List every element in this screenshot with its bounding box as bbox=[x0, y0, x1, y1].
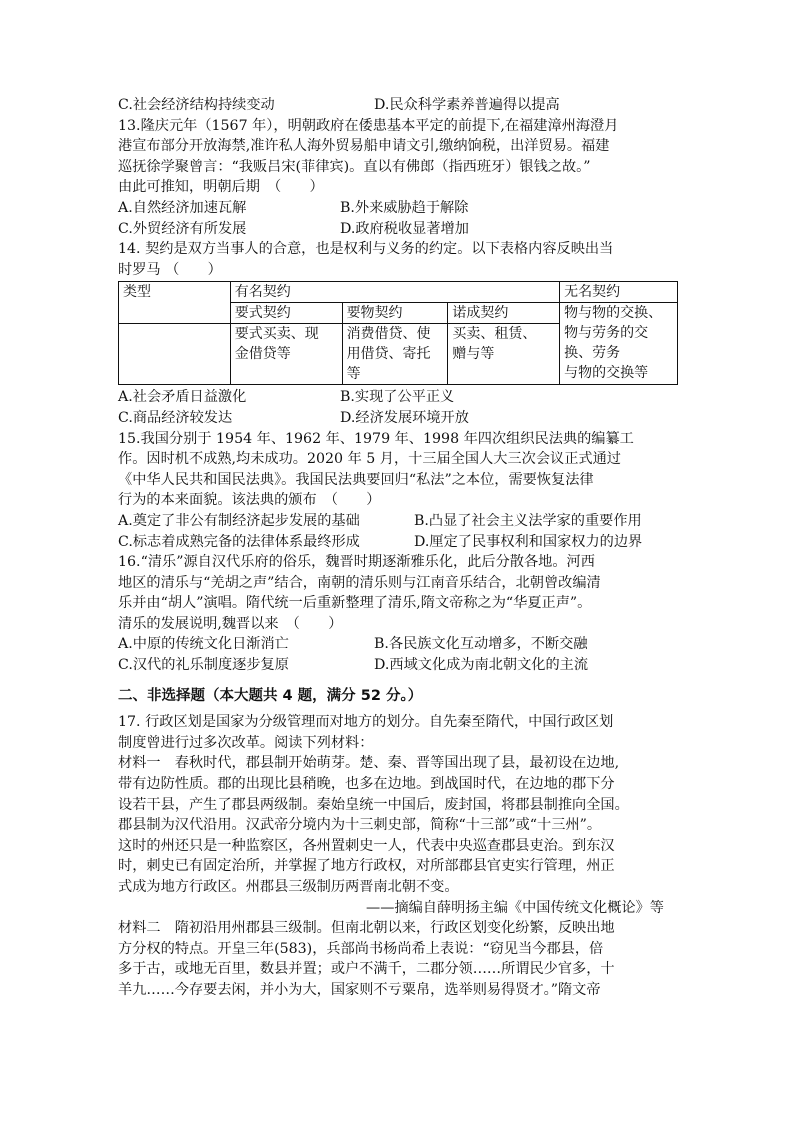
table-cell-line: 买卖、租赁、 bbox=[452, 326, 537, 343]
q14-option-b[interactable]: B.实现了公平正义 bbox=[340, 389, 455, 406]
table-cell-line: 金借贷等 bbox=[234, 346, 291, 363]
q14-option-d[interactable]: D.经济发展环境开放 bbox=[340, 409, 469, 426]
material-line: 式成为地方行政区。州郡县三级制历两晋南北朝不变。 bbox=[118, 879, 459, 895]
q16-options-row-2 bbox=[118, 655, 678, 676]
q15-stem-line: 《中华人民共和国民法典》。我国民法典要回归“私法”之本位，需要恢复法律 bbox=[118, 471, 594, 488]
material-line: 方分权的特点。开皇三年(583)，兵部尚书杨尚希上表说：“窃见当今郡县，倍 bbox=[118, 940, 604, 957]
exam-page bbox=[118, 95, 678, 1001]
table-cell-empty bbox=[119, 324, 231, 385]
q13-option-a[interactable]: A.自然经济加速瓦解 bbox=[118, 199, 247, 216]
table-cell-line: 等 bbox=[346, 366, 361, 383]
q14-options-row-2 bbox=[118, 408, 678, 429]
q15-options-row-2 bbox=[118, 532, 678, 553]
table-cell-line: 与物的交换等 bbox=[564, 365, 649, 382]
material-line: 郡县制为汉代沿用。汉武帝分境内为十三刺史部，简称“十三部”或“十三州”。 bbox=[118, 817, 602, 834]
q17-intro-line: 制度曾进行过多次改革。阅读下列材料： bbox=[118, 734, 374, 751]
table-cell-line: 要式买卖、现 bbox=[234, 326, 319, 343]
q13-stem-line: 巡抚徐学聚曾言：“我贩吕宋(菲律宾)。直以有佛郎（指西班牙）银钱之故。” bbox=[118, 158, 591, 175]
question-17 bbox=[118, 712, 678, 1000]
table-cell-real-desc bbox=[342, 324, 448, 385]
material-line: 设若干县，产生了郡县两级制。秦始皇统一中国后，废封国，将郡县制推向全国。 bbox=[118, 796, 629, 813]
q15-option-b[interactable]: B.凸显了社会主义法学家的重要作用 bbox=[414, 512, 642, 529]
q14-stem-line: 时罗马 （ ） bbox=[118, 261, 222, 278]
q16-stem-line: 地区的清乐与“羌胡之声”结合，南朝的清乐则与江南音乐结合，北朝曾改编清 bbox=[118, 574, 601, 591]
material-line: 带有边防性质。郡的出现比县稍晚，也多在边地。到战国时代，在边地的郡下分 bbox=[118, 776, 615, 793]
table-cell-formal-desc bbox=[230, 324, 342, 385]
table-header-unnamed: 无名契约 bbox=[560, 282, 678, 303]
q15-option-c[interactable]: C.标志着成熟完备的法律体系最终形成 bbox=[118, 533, 360, 550]
q12-option-c[interactable]: C.社会经济结构持续变动 bbox=[118, 97, 275, 113]
table-cell-unnamed-desc bbox=[560, 303, 678, 385]
q15-option-a[interactable]: A.奠定了非公有制经济起步发展的基础 bbox=[118, 512, 360, 529]
material-line: 多于古，或地无百里，数县并置；或户不满千，二郡分领……所谓民少官多，十 bbox=[118, 961, 615, 978]
table-cell-line: 消费借贷、使 bbox=[346, 326, 431, 343]
q13-options-row-1 bbox=[118, 198, 678, 219]
table-subheader-consensual: 诺成契约 bbox=[448, 303, 560, 324]
contract-table bbox=[118, 281, 678, 385]
table-cell-line: 物与物的交换、 bbox=[564, 305, 663, 322]
q13-option-d[interactable]: D.政府税收显著增加 bbox=[340, 220, 469, 237]
q13-options-row-2 bbox=[118, 219, 678, 240]
material-line: 这时的州还只是一种监察区，各州置刺史一人，代表中央巡查郡县吏治。到东汉 bbox=[118, 837, 615, 854]
q13-option-b[interactable]: B.外来威胁趋于解除 bbox=[340, 199, 469, 216]
q14-option-a[interactable]: A.社会矛盾日益激化 bbox=[118, 389, 247, 406]
table-header-type: 类型 bbox=[119, 282, 231, 324]
q16-stem-line: 16.“清乐”源自汉代乐府的俗乐，魏晋时期逐渐雅乐化，此后分散各地。河西 bbox=[118, 554, 595, 571]
q16-options-row-1 bbox=[118, 634, 678, 655]
material-2 bbox=[118, 918, 678, 1000]
table-cell-line: 赠与等 bbox=[452, 346, 495, 363]
q13-stem-line: 由此可推知，明朝后期 （ ） bbox=[118, 179, 324, 196]
q14-option-c[interactable]: C.商品经济较发达 bbox=[118, 409, 233, 426]
question-14 bbox=[118, 239, 678, 428]
q16-option-a[interactable]: A.中原的传统文化日渐消亡 bbox=[118, 636, 289, 653]
q17-intro-line: 17. 行政区划是国家为分级管理而对地方的划分。自先秦至隋代，中国行政区划 bbox=[118, 714, 614, 731]
q16-stem-line: 乐并由“胡人”演唱。隋代统一后重新整理了清乐,隋文帝称之为“华夏正声”。 bbox=[118, 595, 592, 612]
q14-options-row-1 bbox=[118, 387, 678, 408]
q14-stem-line: 14. 契约是双方当事人的合意，也是权利与义务的约定。以下表格内容反映出当 bbox=[118, 241, 614, 258]
q12-options-row bbox=[118, 95, 678, 116]
material-line: 羊九……今存要去闲，并小为大，国家则不亏粟帛，选举则易得贤才。”隋文帝 bbox=[118, 981, 601, 998]
material-1 bbox=[118, 753, 678, 918]
q16-option-d[interactable]: D.西域文化成为南北朝文化的主流 bbox=[374, 657, 589, 674]
q13-stem-line: 港宣布部分开放海禁,准许私人海外贸易船申请文引,缴纳饷税，出洋贸易。福建 bbox=[118, 138, 610, 155]
table-row bbox=[119, 282, 678, 303]
table-subheader-formal: 要式契约 bbox=[230, 303, 342, 324]
material-line: 材料二 隋初沿用州郡县三级制。但南北朝以来，行政区划变化纷繁，反映出地 bbox=[118, 920, 615, 937]
table-header-named: 有名契约 bbox=[230, 282, 559, 303]
table-subheader-real: 要物契约 bbox=[342, 303, 448, 324]
material-line: 时，刺史已有固定治所，并掌握了地方行政权，对所部郡县官吏实行管理，州正 bbox=[118, 858, 615, 875]
q15-stem-line: 作。因时机不成熟,均未成功。2020 年 5 月，十三届全国人大三次会议正式通过 bbox=[118, 451, 621, 468]
table-cell-line: 换、劳务 bbox=[564, 345, 621, 362]
q16-option-b[interactable]: B.各民族文化互动增多，不断交融 bbox=[374, 636, 588, 653]
question-13 bbox=[118, 116, 678, 240]
question-16 bbox=[118, 552, 678, 676]
question-15 bbox=[118, 429, 678, 553]
q15-stem-line: 15.我国分别于 1954 年、1962 年、1979 年、1998 年四次组织民法典的编纂工 bbox=[118, 430, 634, 447]
table-cell-consensual-desc bbox=[448, 324, 560, 385]
material-source: ——摘编自薛明扬主编《中国传统文化概论》等 bbox=[366, 899, 664, 916]
q13-stem-line: 13.隆庆元年（1567 年），明朝政府在倭患基本平定的前提下,在福建漳州海澄月 bbox=[118, 117, 619, 134]
q15-option-d[interactable]: D.厘定了民事权利和国家权力的边界 bbox=[414, 533, 643, 550]
q15-stem-line: 行为的本来面貌。该法典的颁布 （ ） bbox=[118, 492, 381, 509]
q16-option-c[interactable]: C.汉代的礼乐制度逐步复原 bbox=[118, 657, 289, 674]
q13-option-c[interactable]: C.外贸经济有所发展 bbox=[118, 220, 247, 237]
table-cell-line: 用借贷、寄托 bbox=[346, 346, 431, 363]
material-line: 材料一 春秋时代，郡县制开始萌芽。楚、秦、晋等国出现了县，最初设在边地, bbox=[118, 755, 620, 772]
section-title: 二、非选择题（本大题共 4 题，满分 52 分。） bbox=[118, 687, 423, 704]
q12-option-d[interactable]: D.民众科学素养普遍得以提高 bbox=[374, 97, 560, 113]
table-cell-line: 物与劳务的交 bbox=[564, 325, 649, 342]
q15-options-row-1 bbox=[118, 511, 678, 532]
q16-stem-line: 清乐的发展说明,魏晋以来 （ ） bbox=[118, 615, 343, 632]
